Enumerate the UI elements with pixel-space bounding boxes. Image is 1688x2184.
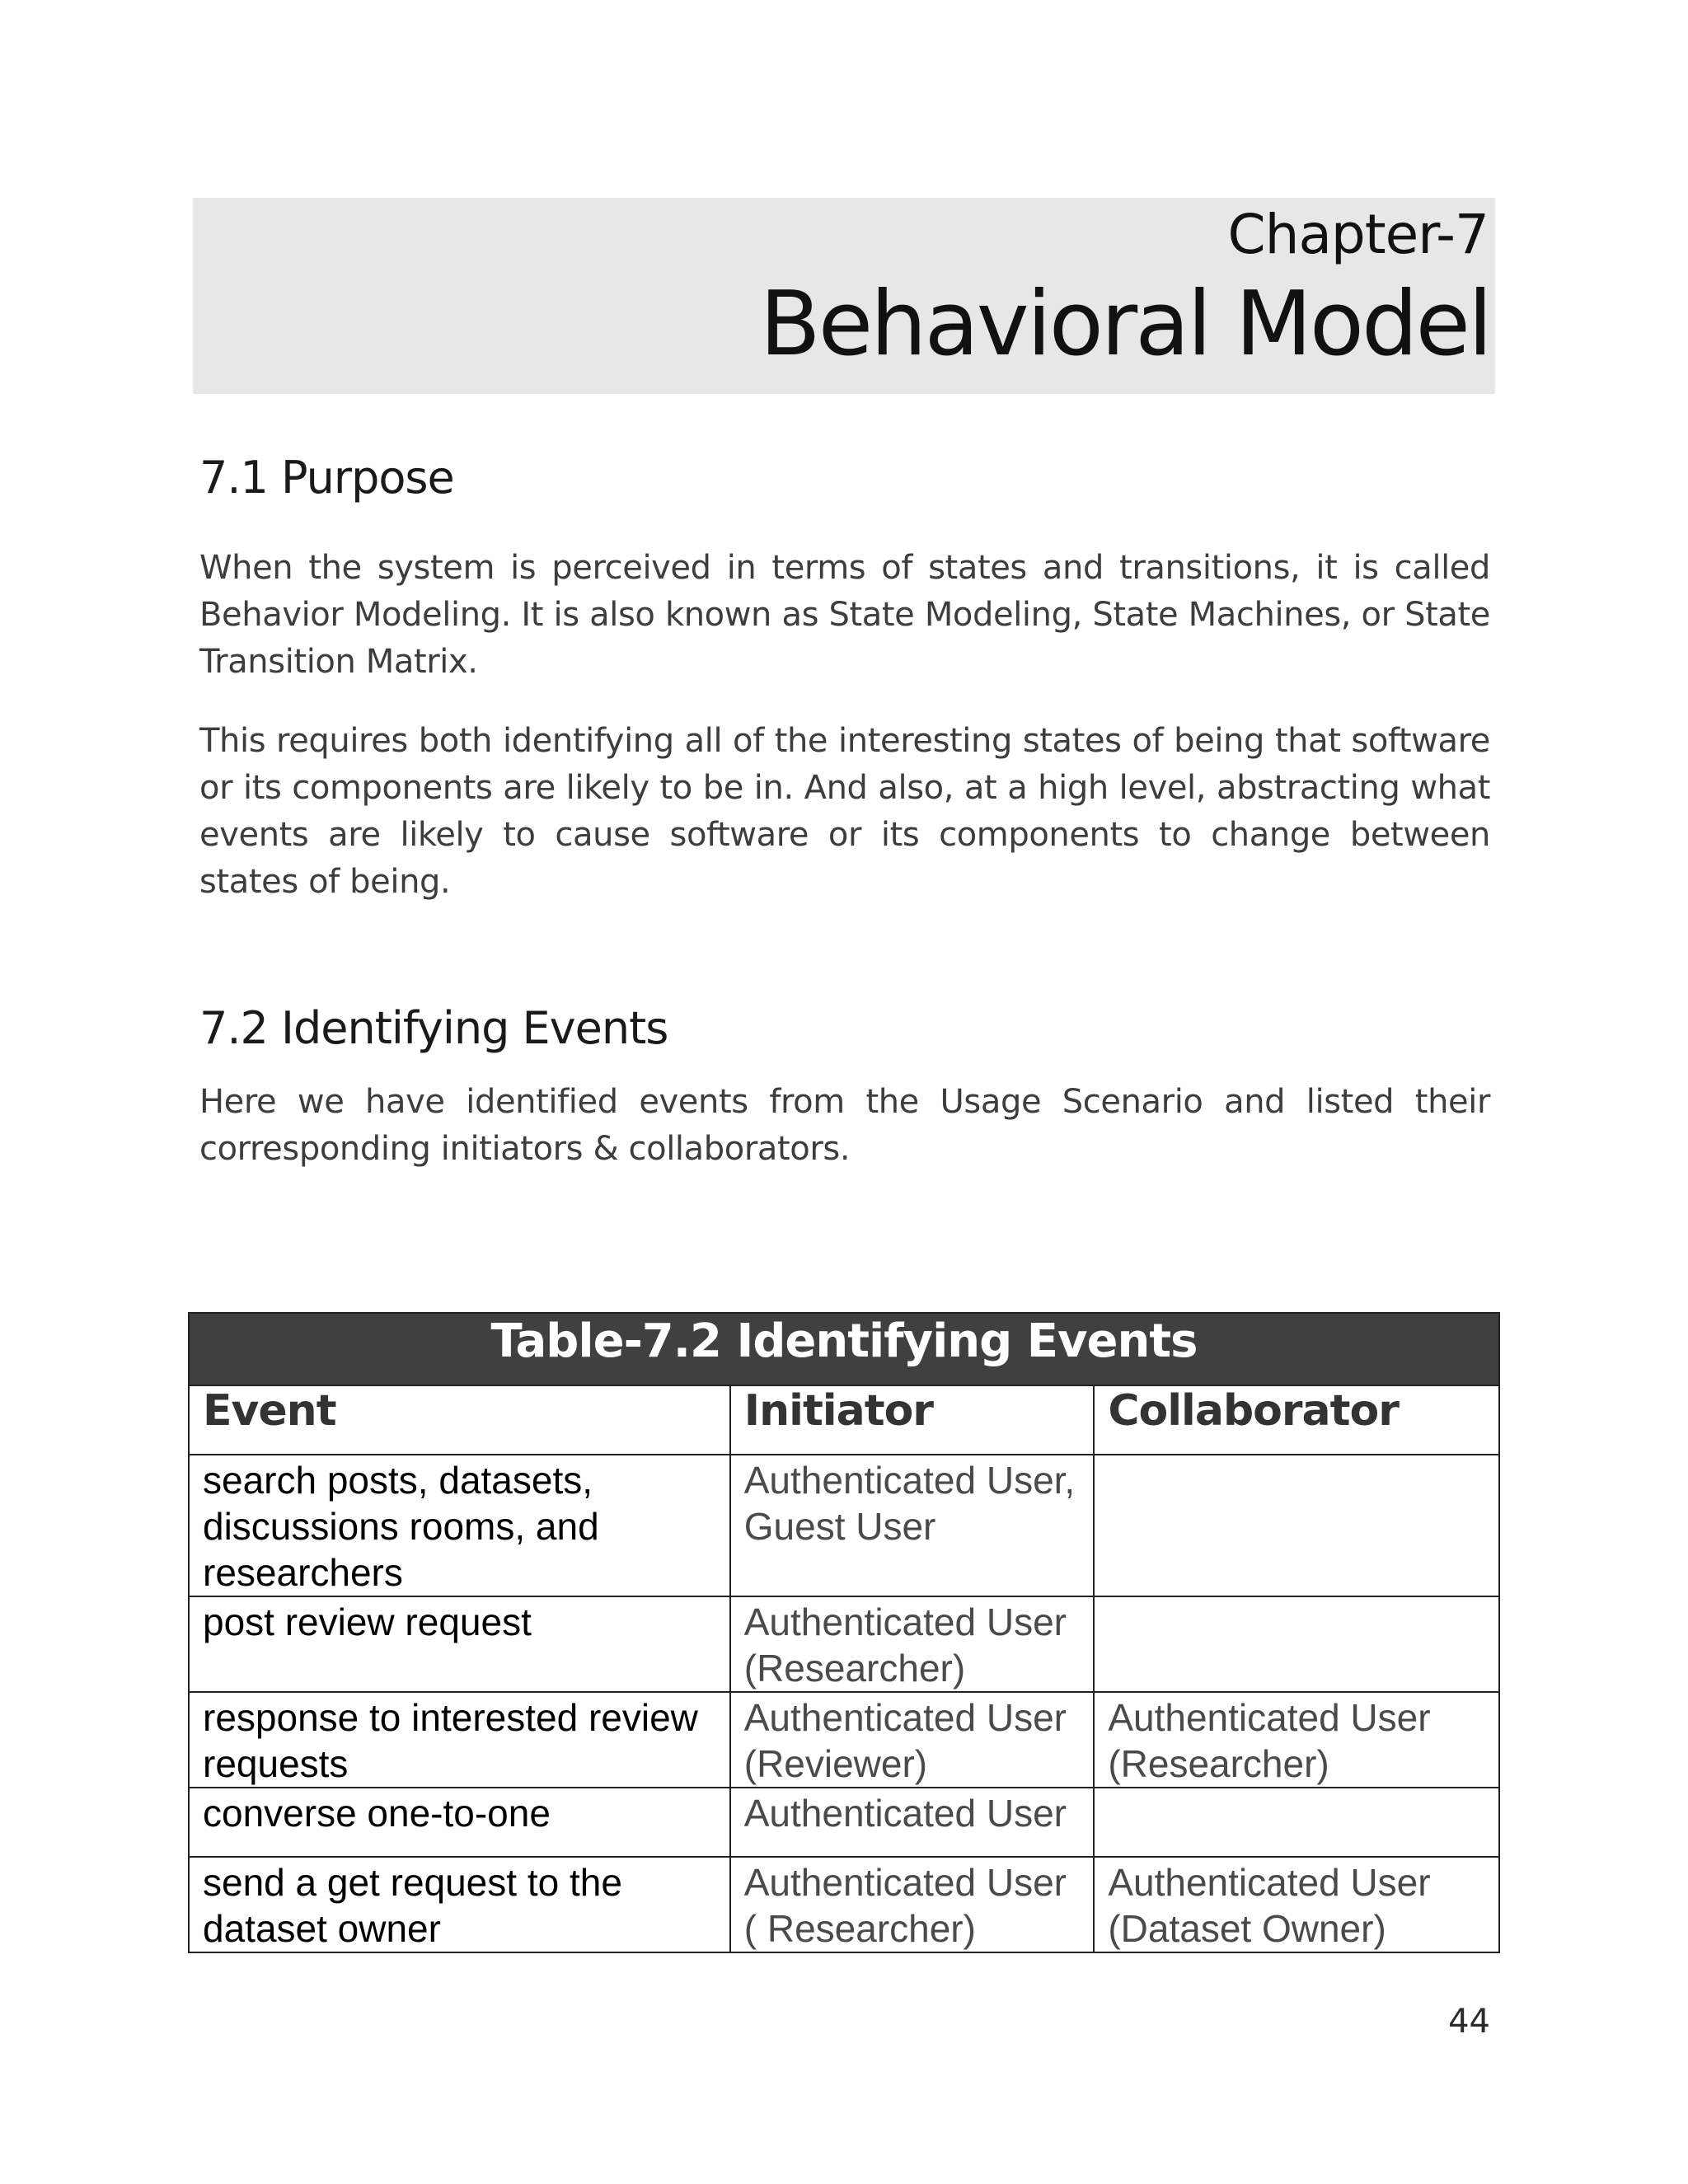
section-heading-identifying-events: 7.2 Identifying Events [199, 1002, 668, 1054]
initiator-cell: Authenticated User, Guest User [730, 1455, 1095, 1596]
identifying-events-paragraph: Here we have identified events from the Usage Scenario and listed their corresponding initiators & collaborators. [199, 1083, 1490, 1168]
chapter-label: Chapter-7 [1227, 203, 1489, 266]
page-number: 44 [1448, 2003, 1490, 2041]
section-heading-purpose: 7.1 Purpose [199, 452, 454, 504]
initiator-cell: Authenticated User (Reviewer) [730, 1692, 1095, 1788]
collaborator-cell: Authenticated User (Dataset Owner) [1094, 1857, 1499, 1952]
chapter-title: Behavioral Model [759, 273, 1490, 376]
event-cell: post review request [189, 1596, 730, 1692]
event-cell: converse one-to-one [189, 1788, 730, 1857]
table-row [189, 1455, 1499, 1596]
collaborator-cell: Authenticated User (Researcher) [1094, 1692, 1499, 1788]
table-caption: Table-7.2 Identifying Events [189, 1313, 1499, 1385]
column-header-event: Event [189, 1385, 730, 1455]
chapter-header [193, 198, 1495, 394]
initiator-cell: Authenticated User (Researcher) [730, 1596, 1095, 1692]
purpose-paragraph-2: This requires both identifying all of the interesting states of being that software or its components are likely to be in. And also, at a high level, abstracting what events are likely to cause software or its components to change between states of being. [199, 722, 1490, 901]
collaborator-cell [1094, 1455, 1499, 1596]
column-header-initiator: Initiator [730, 1385, 1095, 1455]
event-cell: send a get request to the dataset owner [189, 1857, 730, 1952]
events-table [188, 1312, 1500, 1953]
collaborator-cell [1094, 1788, 1499, 1857]
event-cell: search posts, datasets, discussions rooms, and researchers [189, 1455, 730, 1596]
purpose-paragraph-1: When the system is perceived in terms of states and transitions, it is called Behavior Modeling. It is also known as State Modeling, State Machines, or State Transition Matrix. [199, 549, 1490, 681]
table-row [189, 1857, 1499, 1952]
table-row [189, 1596, 1499, 1692]
table-row [189, 1692, 1499, 1788]
initiator-cell: Authenticated User [730, 1788, 1095, 1857]
initiator-cell: Authenticated User ( Researcher) [730, 1857, 1095, 1952]
column-header-collaborator: Collaborator [1094, 1385, 1499, 1455]
table-row [189, 1788, 1499, 1857]
collaborator-cell [1094, 1596, 1499, 1692]
event-cell: response to interested review requests [189, 1692, 730, 1788]
